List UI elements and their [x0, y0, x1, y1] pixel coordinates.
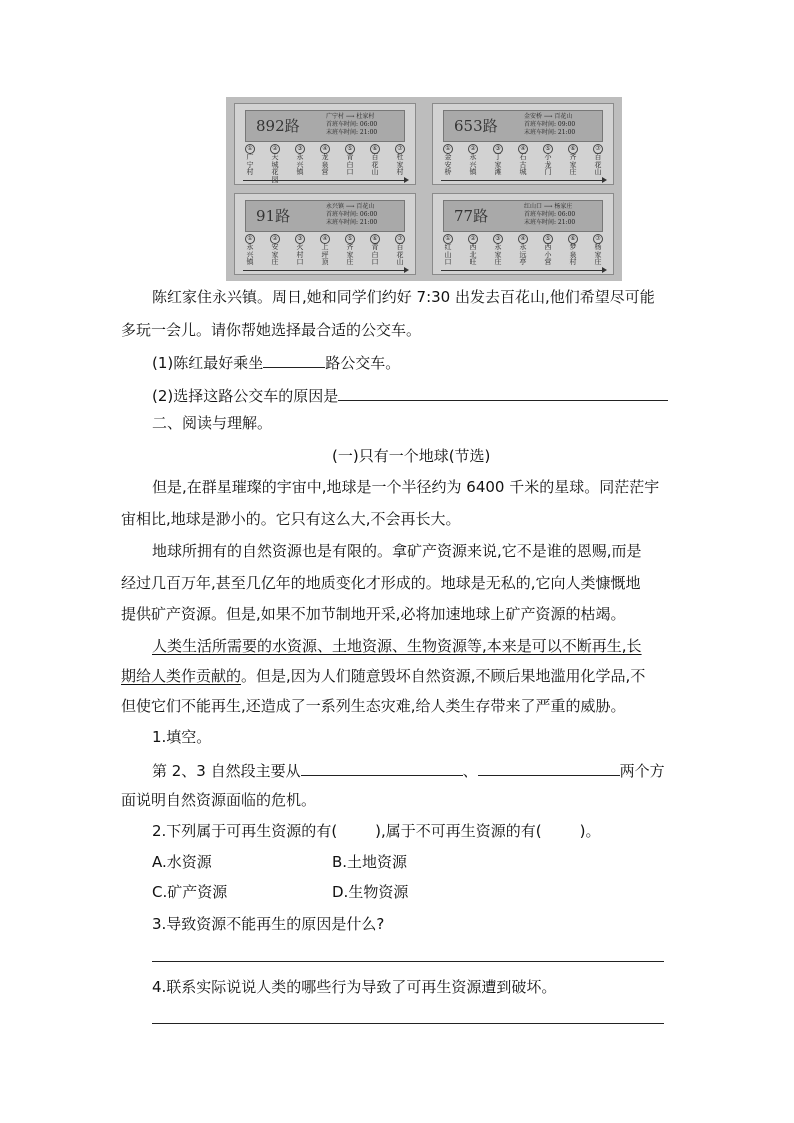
stop: ④ 龙泉营	[321, 145, 329, 176]
reason-answer-blank[interactable]	[338, 385, 668, 401]
stop: ② 西北旺	[469, 235, 477, 266]
bus-card-header	[443, 110, 603, 142]
para2-line2: 经过几百万年,甚至几亿年的地质变化才形成的。地球是无私的,它向人类慷慨地	[121, 574, 641, 592]
stop: ⑤ 西小营	[544, 235, 552, 266]
direction-arrow	[243, 270, 405, 271]
direction-arrow	[441, 180, 603, 181]
stop: ② 安家庄	[271, 235, 279, 266]
stop: ③ 火村口	[296, 235, 304, 266]
stop: ⑥ 青白口	[371, 235, 379, 266]
para2-line3: 提供矿产资源。但是,如果不加节制地开采,必将加速地球上矿产资源的枯竭。	[121, 605, 626, 623]
route-number: 892路	[256, 117, 300, 135]
question-fill-title: 1.填空。	[152, 728, 212, 746]
bus-card-91	[234, 193, 416, 275]
stop: ⑤ 青白口	[346, 145, 354, 176]
option-d[interactable]: D.生物资源	[332, 883, 409, 901]
question-4: 4.联系实际说说人类的哪些行为导致了可再生资源遭到破坏。	[152, 978, 557, 996]
bus-card-header	[245, 110, 405, 142]
stop: ④ 石古城	[519, 145, 527, 176]
answer-line-q4[interactable]	[152, 1023, 664, 1024]
para3-line3: 但使它们不能再生,还造成了一系列生态灾难,给人类生存带来了严重的威胁。	[121, 697, 626, 715]
bus-card-header	[443, 200, 603, 232]
bus-schedule-photo	[226, 97, 622, 281]
stop: ⑤ 小龙门	[544, 145, 552, 176]
stop: ① 红山口	[444, 235, 452, 266]
question-fill: 第 2、3 自然段主要从 、 两个方	[152, 762, 665, 780]
question-2: (2)选择这路公交车的原因是	[152, 385, 668, 406]
option-b[interactable]: B.土地资源	[332, 853, 408, 871]
stop: ⑦ 百花山	[396, 235, 404, 266]
question-1: (1)陈红最好乘坐 路公交车。	[152, 354, 401, 372]
direction-arrow	[243, 180, 405, 181]
stop-list	[243, 144, 407, 180]
stop: ② 天城花	[271, 145, 279, 176]
stop: ⑥ 梦泉村	[569, 235, 577, 266]
stop: ② 永兴镇	[469, 145, 477, 176]
route-info: 永兴镇 ⟶ 百花山 首班车时间: 06:00 末班车时间: 21:00	[326, 203, 378, 226]
stop: ④ 上坪顶	[321, 235, 329, 266]
intro-line-1: 陈红家住永兴镇。周日,她和同学们约好 7:30 出发去百花山,他们希望尽可能	[152, 288, 655, 306]
fill-blank-1[interactable]	[301, 760, 463, 776]
stop-list	[441, 234, 605, 270]
para1-line2: 宙相比,地球是渺小的。它只有这么大,不会再长大。	[121, 510, 461, 528]
option-a[interactable]: A.水资源	[152, 853, 212, 871]
fill-blank-2[interactable]	[478, 760, 620, 776]
route-info: 广宁村 ⟶ 杜家村 首班车时间: 06:00 末班车时间: 21:00	[326, 113, 378, 136]
answer-line-q3[interactable]	[152, 961, 664, 962]
question-2-choice: 2.下列属于可再生资源的有( ),属于不可再生资源的有( )。	[152, 822, 601, 840]
stop: ① 广宁村	[246, 145, 254, 176]
intro-line-2: 多玩一会儿。请你帮她选择最合适的公交车。	[121, 321, 422, 339]
para3-line1-underlined: 人类生活所需要的水资源、土地资源、生物资源等,本来是可以不断再生,长	[152, 637, 642, 655]
question-fill-line2: 面说明自然资源面临的危机。	[121, 791, 317, 809]
para3-underlined-part: 期给人类作贡献的	[121, 667, 242, 685]
stop: ⑥ 百花山	[371, 145, 379, 176]
direction-arrow	[441, 270, 603, 271]
stop: ⑦ 杨家庄	[594, 235, 602, 266]
bus-card-892	[234, 103, 416, 185]
stop: ⑤ 齐家庄	[346, 235, 354, 266]
route-number: 77路	[454, 207, 489, 225]
stop: ⑦ 百花山	[594, 145, 602, 176]
option-c[interactable]: C.矿产资源	[152, 883, 228, 901]
route-info: 红山口 ⟶ 杨家庄 首班车时间: 06:00 末班车时间: 21:00	[524, 203, 576, 226]
stop: ① 金安桥	[444, 145, 452, 176]
bus-card-77	[432, 193, 614, 275]
stop: ③ 丁家滩	[494, 145, 502, 176]
para2-line1: 地球所拥有的自然资源也是有限的。拿矿产资源来说,它不是谁的恩赐,而是	[152, 542, 642, 560]
stop: ⑦ 杜家村	[396, 145, 404, 176]
stop: ⑥ 齐家庄	[569, 145, 577, 176]
question-3: 3.导致资源不能再生的原因是什么?	[152, 915, 385, 933]
route-answer-blank[interactable]	[263, 352, 325, 368]
bus-card-653	[432, 103, 614, 185]
bus-card-header	[245, 200, 405, 232]
passage-title: (一)只有一个地球(节选)	[332, 447, 491, 465]
para3-line2: 期给人类作贡献的。但是,因为人们随意毁坏自然资源,不顾后果地滥用化学品,不	[121, 667, 646, 685]
stop: ④ 永远亭	[519, 235, 527, 266]
route-number: 91路	[256, 207, 291, 225]
route-info: 金安桥 ⟶ 百花山 首班车时间: 09:00 末班车时间: 21:00	[524, 113, 576, 136]
stop: ③ 永兴镇	[296, 145, 304, 176]
route-number: 653路	[454, 117, 498, 135]
stop-list	[243, 234, 407, 270]
section-2-title: 二、阅读与理解。	[152, 414, 273, 432]
stop-list	[441, 144, 605, 180]
para1-line1: 但是,在群星璀璨的宇宙中,地球是一个半径约为 6400 千米的星球。同茫茫宇	[152, 478, 660, 496]
stop: ① 永兴镇	[246, 235, 254, 266]
stop: ③ 永家庄	[494, 235, 502, 266]
